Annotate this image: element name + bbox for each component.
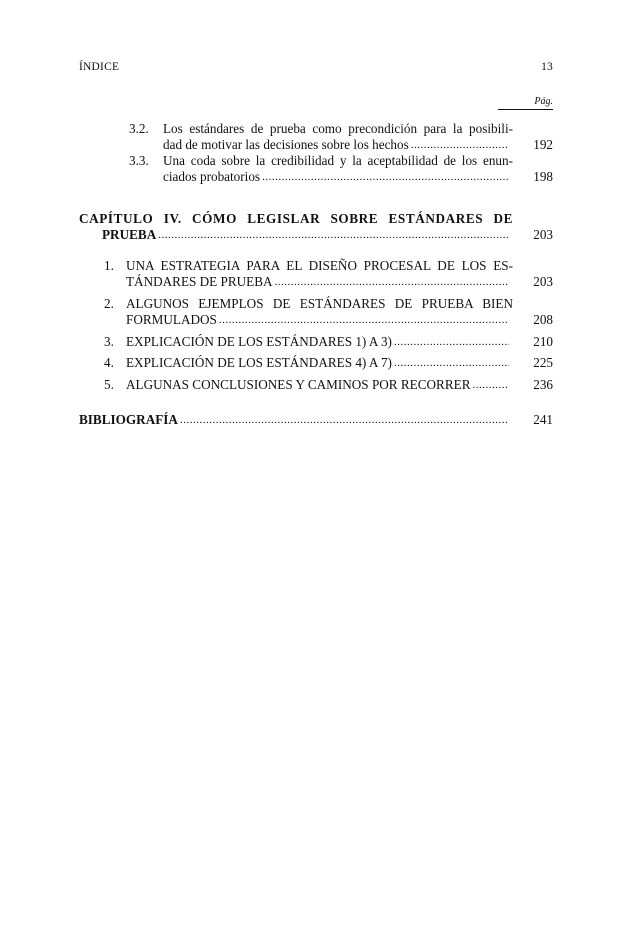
running-header (79, 61, 553, 73)
toc-entry-line1: EXPLICACIÓN DE LOS ESTÁNDARES 4) A 7) (126, 355, 392, 370)
toc-chapter-text (79, 211, 513, 243)
toc-entry-2[interactable] (104, 296, 513, 328)
toc-entry-3-3[interactable] (129, 153, 513, 185)
toc-chapter-line1: CAPÍTULO IV. CÓMO LEGISLAR SOBRE ESTÁNDARES DE (79, 211, 513, 226)
toc-entry-line2-text: FORMULADOS (126, 312, 217, 327)
toc-entry-4[interactable] (104, 355, 513, 371)
dot-leader (394, 334, 509, 350)
running-header-title: ÍNDICE (79, 61, 120, 73)
dot-leader (411, 137, 509, 153)
dot-leader (158, 227, 509, 243)
toc-entry-line1: EXPLICACIÓN DE LOS ESTÁNDARES 1) A 3) (126, 334, 392, 349)
toc-page-4: 225 (533, 355, 553, 370)
toc-chapter-4[interactable] (79, 211, 513, 243)
toc-entry-number: 5. (104, 377, 114, 392)
toc-entry-number: 3.2. (129, 121, 149, 136)
toc-page-1: 203 (533, 274, 553, 289)
toc-entry-text (126, 334, 513, 350)
page-column-label: Pág. (498, 96, 553, 110)
toc-chapter-line2 (79, 227, 513, 243)
dot-leader (180, 412, 509, 428)
toc-entry-text (126, 355, 513, 371)
dot-leader (394, 355, 509, 371)
toc-page-3-3: 198 (533, 169, 553, 184)
toc-page-2: 208 (533, 312, 553, 327)
toc-entry-5[interactable] (104, 377, 513, 393)
toc-entry-line2 (163, 169, 513, 185)
toc-entry-number: 4. (104, 355, 114, 370)
toc-entry-line2-text: dad de motivar las decisiones sobre los hechos (163, 137, 409, 152)
toc-page-5: 236 (533, 377, 553, 392)
toc-entry-line1: ALGUNAS CONCLUSIONES Y CAMINOS POR RECORRER (126, 377, 471, 392)
toc-bibliography-text (79, 412, 513, 428)
toc-entry-text (126, 296, 513, 328)
toc-bibliography-label: BIBLIOGRAFÍA (79, 412, 178, 427)
dot-leader (473, 377, 509, 393)
toc-entry-text (163, 153, 513, 185)
toc-page-chapter-4: 203 (533, 227, 553, 242)
toc-entry-line2 (126, 312, 513, 328)
toc-entry-number: 3. (104, 334, 114, 349)
toc-entry-line2 (126, 274, 513, 290)
toc-entry-text (126, 377, 513, 393)
toc-entry-number: 2. (104, 296, 114, 311)
toc-entry-line2 (163, 137, 513, 153)
dot-leader (219, 312, 509, 328)
toc-entry-number: 3.3. (129, 153, 149, 168)
toc-entry-line2-text: TÁNDARES DE PRUEBA (126, 274, 273, 289)
toc-entry-line1: ALGUNOS EJEMPLOS DE ESTÁNDARES DE PRUEBA BIEN (126, 296, 513, 311)
toc-entry-3-2[interactable] (129, 121, 513, 153)
toc-entry-text (163, 121, 513, 153)
page-number: 13 (541, 61, 553, 73)
toc-chapter-line2-text: PRUEBA (102, 227, 157, 242)
toc-page-3-2: 192 (533, 137, 553, 152)
toc-entry-line1: Una coda sobre la credibilidad y la aceptabilidad de los enun- (163, 153, 513, 168)
dot-leader (262, 169, 509, 185)
toc-entry-line2-text: ciados probatorios (163, 169, 261, 184)
toc-page-bibliography: 241 (533, 412, 553, 427)
toc-entry-line1: Los estándares de prueba como precondición para la posibili- (163, 121, 513, 136)
dot-leader (275, 274, 509, 290)
toc-entry-text (126, 258, 513, 290)
toc-entry-3[interactable] (104, 334, 513, 350)
toc-bibliography[interactable] (79, 412, 513, 428)
toc-entry-number: 1. (104, 258, 114, 273)
toc-page-3: 210 (533, 334, 553, 349)
toc-entry-line1: UNA ESTRATEGIA PARA EL DISEÑO PROCESAL DE LOS ES- (126, 258, 513, 273)
toc-entry-1[interactable] (104, 258, 513, 290)
